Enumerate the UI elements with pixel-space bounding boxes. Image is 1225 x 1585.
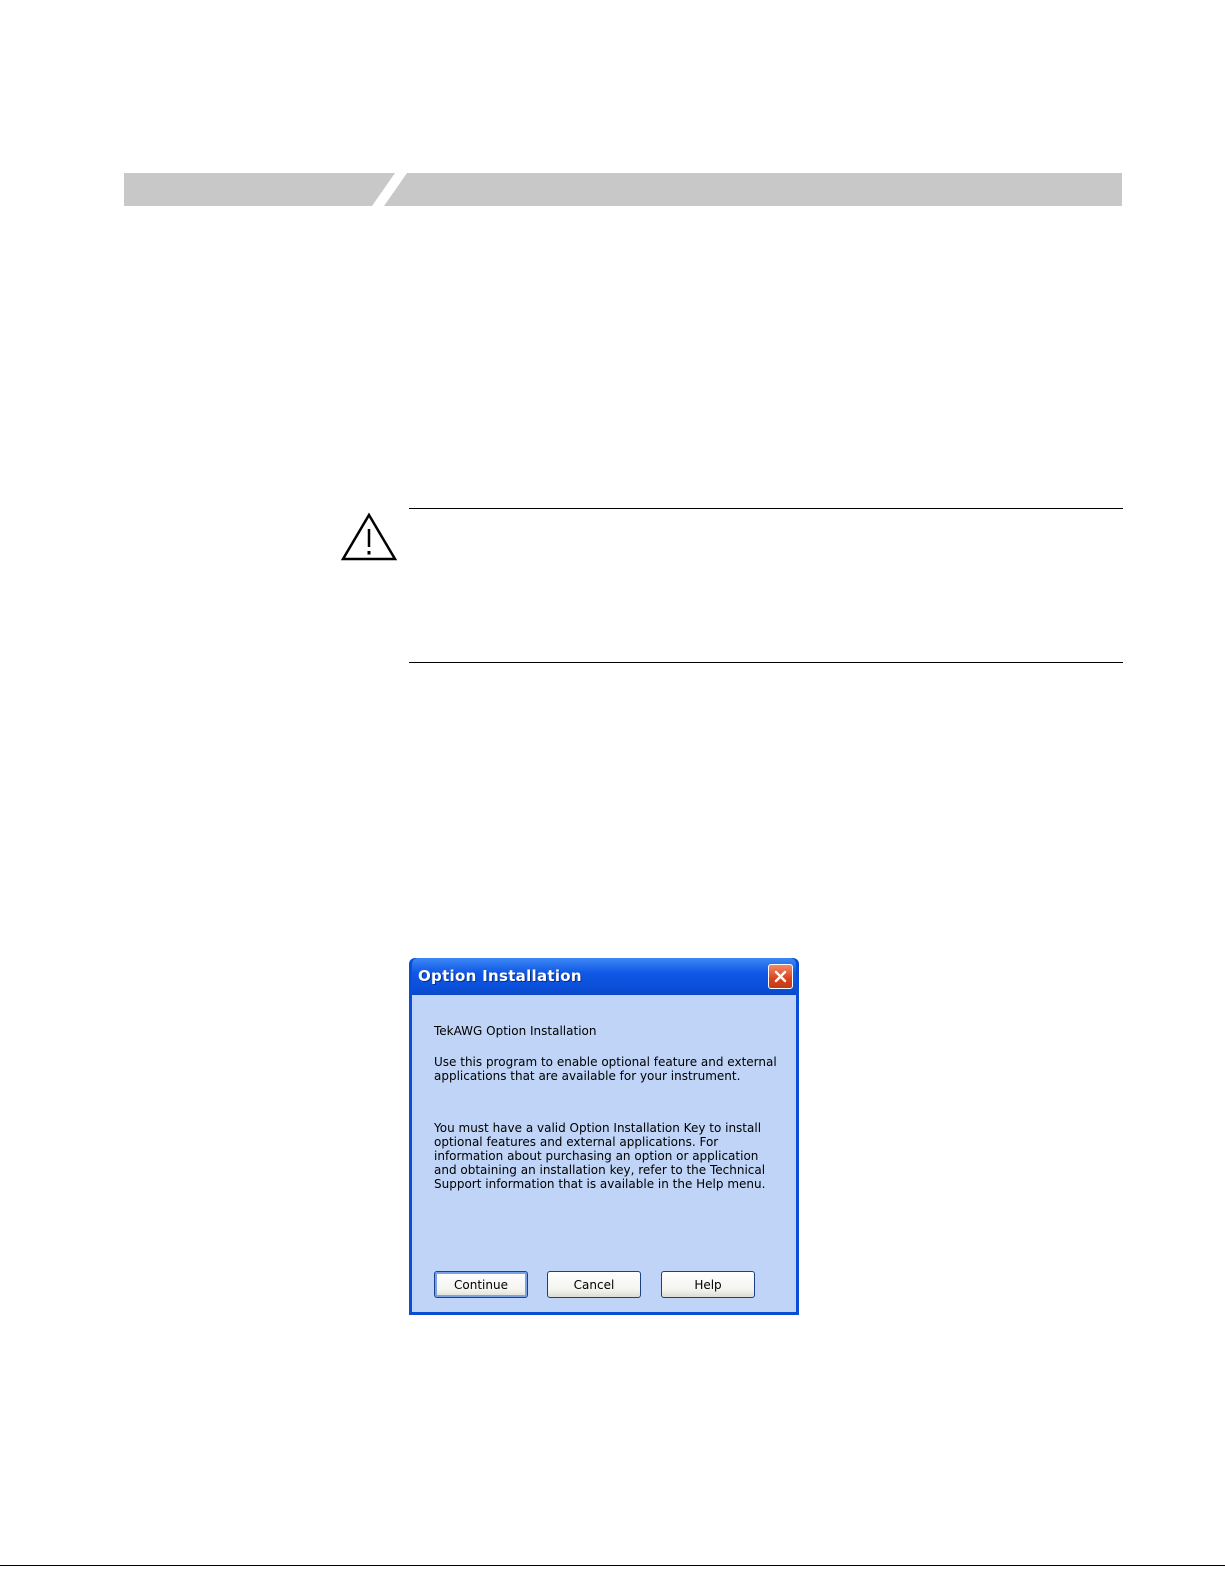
dialog-paragraph-intro: Use this program to enable optional feature and external applications that are available for your instrument. — [434, 1055, 777, 1083]
dialog-heading: TekAWG Option Installation — [434, 1024, 597, 1038]
help-button[interactable]: Help — [661, 1271, 755, 1298]
caution-bottom-rule — [409, 662, 1123, 663]
page-bottom-rule — [0, 1565, 1225, 1566]
cancel-button[interactable]: Cancel — [547, 1271, 641, 1298]
option-installation-dialog — [409, 958, 799, 1315]
close-button[interactable] — [768, 964, 793, 989]
dialog-paragraph-key: You must have a valid Option Installation Key to install optional features and external applications. For information about purchasing an option or application and obtaining an installation key, refer to the Technical Support information that is available in the Help menu. — [434, 1121, 766, 1191]
dialog-title: Option Installation — [418, 967, 582, 985]
close-icon — [774, 970, 787, 983]
caution-triangle-icon — [340, 512, 398, 562]
caution-top-rule — [409, 508, 1123, 509]
dialog-title-bar[interactable] — [412, 958, 796, 995]
continue-button[interactable]: Continue — [434, 1271, 528, 1298]
dialog-body — [412, 995, 796, 1312]
